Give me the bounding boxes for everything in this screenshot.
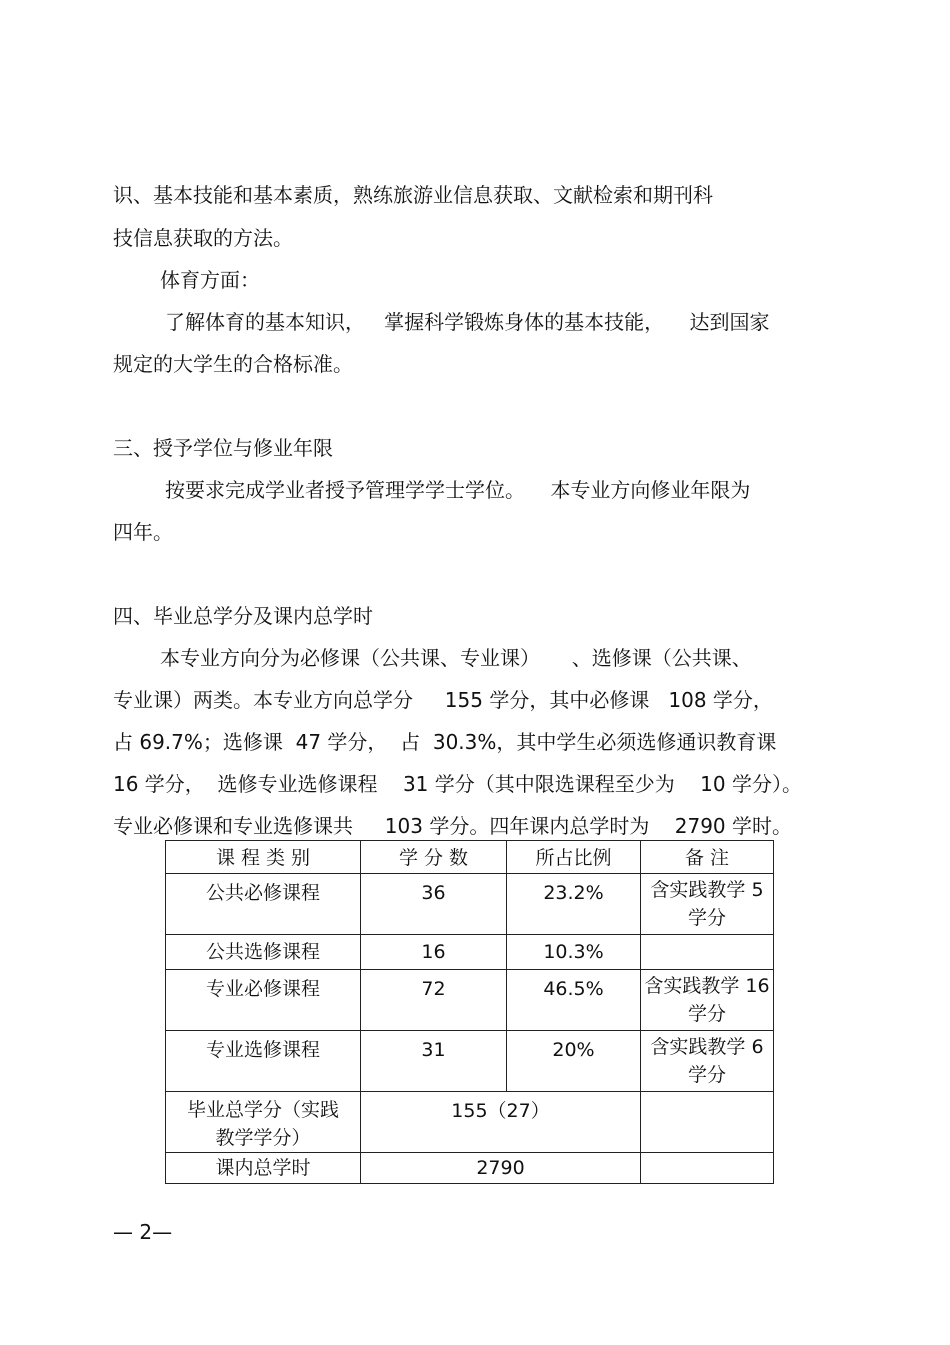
note-cell — [641, 935, 774, 970]
credits-cell: 31 — [361, 1031, 507, 1092]
total-hours-label: 课内总学时 — [166, 1153, 361, 1184]
paragraph-line: 了解体育的基本知识， 掌握科学锻炼身体的基本技能， 达到国家 — [165, 310, 770, 334]
paragraph-line: 技信息获取的方法。 — [113, 226, 293, 250]
credits-cell: 16 — [361, 935, 507, 970]
total-credits-value: 155（27） — [361, 1092, 641, 1153]
paragraph-line: 本专业方向分为必修课（公共课、专业课） 、选修课（公共课、 — [160, 646, 752, 670]
paragraph-line: 规定的大学生的合格标准。 — [113, 352, 353, 376]
ratio-cell: 10.3% — [507, 935, 641, 970]
table-header-row — [166, 841, 774, 874]
table-row — [166, 935, 774, 970]
credits-table — [165, 840, 774, 1184]
table-row-total-hours — [166, 1153, 774, 1184]
section-heading-degree: 三、授予学位与修业年限 — [113, 436, 333, 460]
paragraph-line: 占 69.7%；选修课 47 学分， 占 30.3%，其中学生必须选修通识教育课 — [113, 730, 777, 754]
table-row — [166, 1031, 774, 1092]
paragraph-line: 四年。 — [113, 520, 173, 544]
note-cell: 含实践教学 16 学分 — [641, 970, 774, 1031]
ratio-cell: 46.5% — [507, 970, 641, 1031]
category-cell: 公共选修课程 — [166, 935, 361, 970]
paragraph-line: 专业课）两类。本专业方向总学分 155 学分，其中必修课 108 学分， — [113, 688, 773, 712]
header-category: 课 程 类 别 — [166, 841, 361, 874]
note-cell — [641, 1092, 774, 1153]
note-cell — [641, 1153, 774, 1184]
paragraph-line: 识、基本技能和基本素质，熟练旅游业信息获取、文献检索和期刊科 — [113, 183, 713, 207]
subheading-sports: 体育方面： — [160, 268, 260, 292]
ratio-cell: 23.2% — [507, 874, 641, 935]
total-hours-value: 2790 — [361, 1153, 641, 1184]
category-cell: 公共必修课程 — [166, 874, 361, 935]
note-cell: 含实践教学 5 学分 — [641, 874, 774, 935]
paragraph-line: 16 学分， 选修专业选修课程 31 学分（其中限选课程至少为 10 学分）。 — [113, 772, 802, 796]
table-row — [166, 970, 774, 1031]
page-number: — 2— — [113, 1220, 173, 1244]
header-note: 备 注 — [641, 841, 774, 874]
section-heading-credits: 四、毕业总学分及课内总学时 — [113, 604, 373, 628]
credits-cell: 36 — [361, 874, 507, 935]
header-ratio: 所占比例 — [507, 841, 641, 874]
note-cell: 含实践教学 6 学分 — [641, 1031, 774, 1092]
paragraph-line: 专业必修课和专业选修课共 103 学分。四年课内总学时为 2790 学时。 — [113, 814, 793, 838]
ratio-cell: 20% — [507, 1031, 641, 1092]
table-row — [166, 874, 774, 935]
header-credits: 学 分 数 — [361, 841, 507, 874]
category-cell: 专业必修课程 — [166, 970, 361, 1031]
total-credits-label: 毕业总学分（实践教学学分） — [166, 1092, 361, 1153]
credits-cell: 72 — [361, 970, 507, 1031]
category-cell: 专业选修课程 — [166, 1031, 361, 1092]
paragraph-line: 按要求完成学业者授予管理学学士学位。 本专业方向修业年限为 — [165, 478, 751, 502]
table-row-total-credits — [166, 1092, 774, 1153]
